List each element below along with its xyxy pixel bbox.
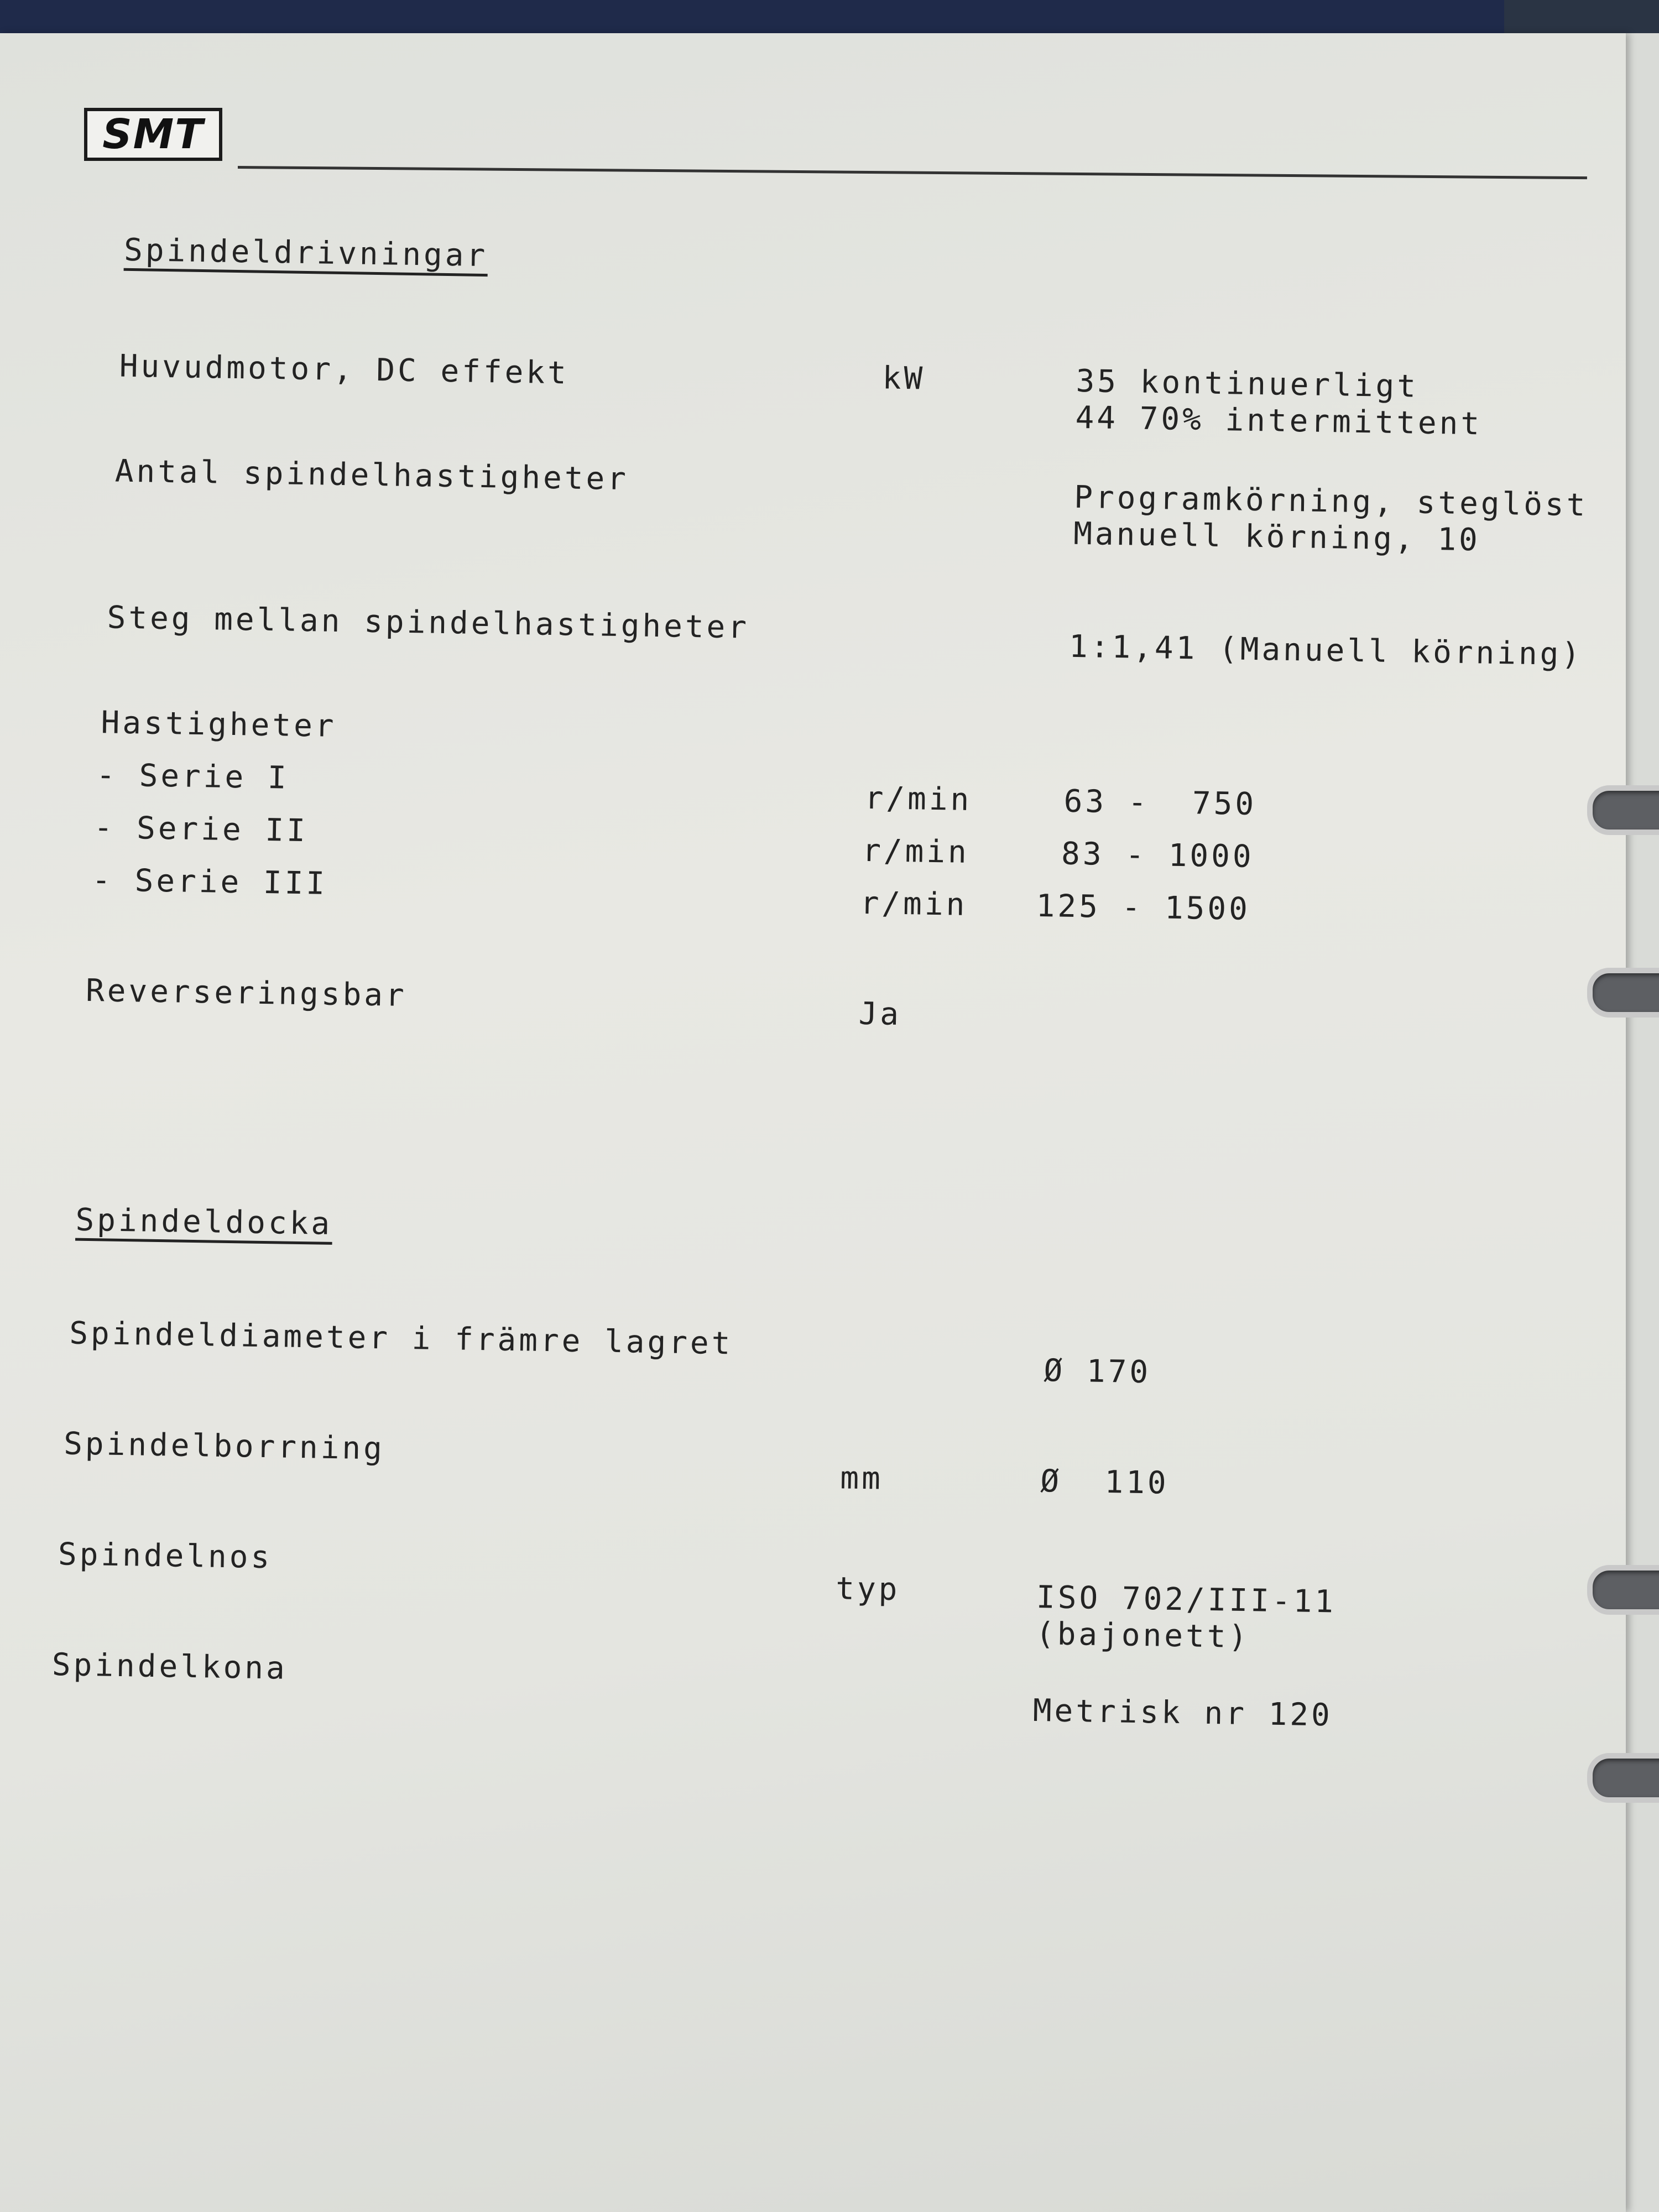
- series-1-value: 63 - 750: [1063, 783, 1257, 823]
- section-heading-drive: Spindeldrivningar: [123, 232, 488, 274]
- series-3-label: - Serie III: [91, 862, 328, 902]
- speed-count-program: Programkörning, steglöst: [1073, 479, 1588, 524]
- series-3-value: 125 - 1500: [1036, 888, 1251, 927]
- spindle-nose-unit: typ: [835, 1571, 900, 1608]
- speeds-label: Hastigheter: [101, 705, 337, 744]
- spindle-nose-value: ISO 702/III-11: [1036, 1579, 1337, 1620]
- motor-unit: kW: [882, 360, 926, 397]
- smt-logo: SMT: [84, 108, 222, 161]
- spindle-bore-value: Ø 110: [1040, 1463, 1170, 1501]
- speed-step-label: Steg mellan spindelhastigheter: [107, 599, 750, 646]
- speed-count-label: Antal spindelhastigheter: [114, 453, 629, 498]
- motor-value-intermittent: 44 70% intermittent: [1075, 399, 1483, 442]
- series-2-label: - Serie II: [93, 810, 309, 849]
- motor-label: Huvudmotor, DC effekt: [119, 348, 570, 392]
- series-1-label: - Serie I: [96, 757, 290, 796]
- series-1-unit: r/min: [864, 780, 972, 818]
- reverse-value: Ja: [858, 995, 902, 1033]
- speed-count-manual: Manuell körning, 10: [1073, 515, 1481, 559]
- spindle-nose-label: Spindelnos: [58, 1536, 273, 1576]
- series-2-value: 83 - 1000: [1061, 836, 1255, 875]
- spindle-diameter-value: Ø 170: [1044, 1353, 1151, 1391]
- spindle-bore-unit: mm: [839, 1460, 884, 1497]
- spindle-taper-label: Spindelkona: [51, 1647, 288, 1687]
- spindle-bore-label: Spindelborrning: [63, 1426, 385, 1467]
- spindle-taper-value: Metrisk nr 120: [1032, 1692, 1333, 1734]
- spindle-diameter-label: Spindeldiameter i främre lagret: [69, 1315, 733, 1362]
- series-2-unit: r/min: [862, 832, 970, 870]
- section-heading-headstock: Spindeldocka: [75, 1202, 333, 1242]
- reverse-label: Reverseringsbar: [85, 972, 408, 1014]
- spindle-nose-type-note: (bajonett): [1035, 1615, 1250, 1656]
- speed-step-value: 1:1,41 (Manuell körning): [1068, 628, 1583, 673]
- series-3-unit: r/min: [860, 885, 968, 923]
- motor-value-continuous: 35 kontinuerligt: [1076, 363, 1419, 405]
